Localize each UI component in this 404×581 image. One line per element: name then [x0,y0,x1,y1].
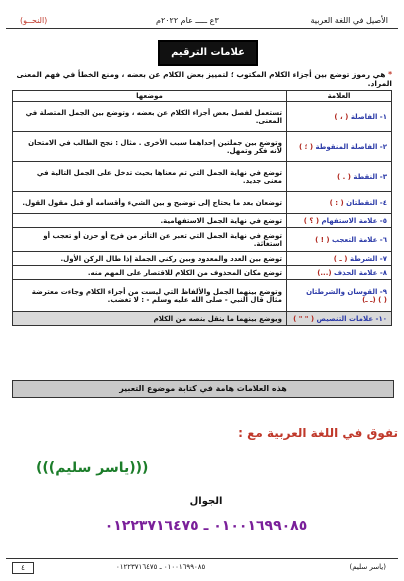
mark-name: ٤- النقطتان [346,198,387,207]
mark-name-cell [287,214,392,228]
punctuation-table [12,90,392,326]
mark-usage: توضع في نهاية الجمل التي تم معناها بحيث تدخل على الجمل التالية في معنى جديد. [13,162,287,192]
mark-name-cell [287,266,392,280]
mark-name-cell [287,192,392,214]
page-header [6,6,398,29]
mark-usage: توضع في نهاية الجمل التي تعبر عن التأثر من فرح أو حزن أو تعجب أو استغاثة. [13,228,287,252]
mark-usage: وتوضع بينهما الجمل والألفاظ التي ليست من أجزاء الكلام وجاءت معترضة مثال قال النبي - صلى الله عليه وسلم - : لا تغضب. [13,280,287,312]
mark-name: ٩- القوسان والشرطتان [306,287,387,296]
mark-usage: توضع في نهاية الجمل الاستفهامية. [13,214,287,228]
mark-name-cell [287,162,392,192]
mark-name: ٢- الفاصلة المنقوطة [315,142,387,151]
mark-symbol: ( ! ) [315,235,330,244]
mark-usage: تستعمل لفصل بعض أجزاء الكلام عن بعضه ، وتوضع بين الجمل المتصلة في المعنى. [13,102,287,132]
table-row [13,252,392,266]
mark-usage: توضعان بعد ما يحتاج إلى توضيح و بين الشيء وأقسامه أو قبل مقول القول. [13,192,287,214]
mark-name: ٣- النقطة [353,172,387,181]
note-banner: هذه العلامات هامة في كتابة موضوع التعبير [12,380,394,398]
mark-symbol: ( " " ) [293,314,315,323]
table-row [13,280,392,312]
page [6,6,398,575]
mark-symbol: ( ) (ـ ـ) [362,295,387,304]
mark-symbol: (...) [317,268,332,277]
mark-usage: توضع مكان المحذوف من الكلام للاقتصار على المهم منه. [13,266,287,280]
mark-name-cell [287,312,392,326]
mark-name-cell [287,252,392,266]
mark-name: ٥- علامة الاستفهام [321,216,387,225]
intro-definition: * هي رموز توضع بين أجزاء الكلام المكتوب ؛ لتمييز بعض الكلام عن بعضه ، ومنع الخطأ في فهم المعنى المراد. [16,70,392,88]
mark-symbol: ( ـ ) [333,254,348,263]
table-row [13,312,392,326]
promo-text: تفوق في اللغة العربية مع : [238,426,398,440]
table-row [13,102,392,132]
footer-name: (ياسر سليم) [349,563,386,571]
table-row [13,266,392,280]
mark-name: ٧- الشرطة [350,254,387,263]
phone-label: الجوال [189,496,223,507]
mark-name-cell [287,132,392,162]
mark-symbol: ( . ) [336,172,351,181]
table-row [13,228,392,252]
table-header-row [13,91,392,102]
mark-symbol: ( ، ) [334,112,349,121]
mark-usage: وتوضع بين جملتين إحداهما سبب الأخرى . مثال : نجح الطالب في الامتحان لأنه فكر وتمهل. [13,132,287,162]
table-row [13,162,392,192]
mark-name: ٨- علامة الحذف [334,268,387,277]
page-title: علامات الترقيم [158,40,258,66]
book-title: الأصيل في اللغة العربية [310,16,388,25]
unit-label: (النحــو) [20,16,48,25]
mark-symbol: ( ؟ ) [303,216,320,225]
page-footer [6,558,398,575]
mark-name-cell [287,280,392,312]
table-row [13,214,392,228]
mark-name: ٦- علامة التعجب [331,235,387,244]
col-header-mark: العلامة [287,91,392,102]
mark-symbol: ( : ) [329,198,344,207]
mark-name: ١- الفاصلة [350,112,387,121]
mark-usage: ويوضع بينهما ما ينقل بنصه من الكلام [13,312,287,326]
mark-name-cell [287,102,392,132]
year-label: ٣ع ـــــ عام ٢٠٢٢م [156,16,219,25]
table-row [13,132,392,162]
col-header-use: موضعها [13,91,287,102]
teacher-name: (((ياسر سليم))) [36,460,149,476]
page-number: ٤ [12,562,34,574]
mark-name: ١٠- علامات التنصيص [316,314,387,323]
mark-usage: توضع بين العدد والمعدود وبين ركني الجملة إذا طال الركن الأول. [13,252,287,266]
mark-symbol: ( ؛ ) [299,142,314,151]
table-row [13,192,392,214]
mark-name-cell [287,228,392,252]
footer-phones: ٠١٠٠١٦٩٩٠٨٥ ـ ٠١٢٢٣٧١٦٤٧٥ [116,563,206,571]
phone-numbers: ٠١٠٠١٦٩٩٠٨٥ ـ ٠١٢٢٣٧١٦٤٧٥ [104,518,308,534]
